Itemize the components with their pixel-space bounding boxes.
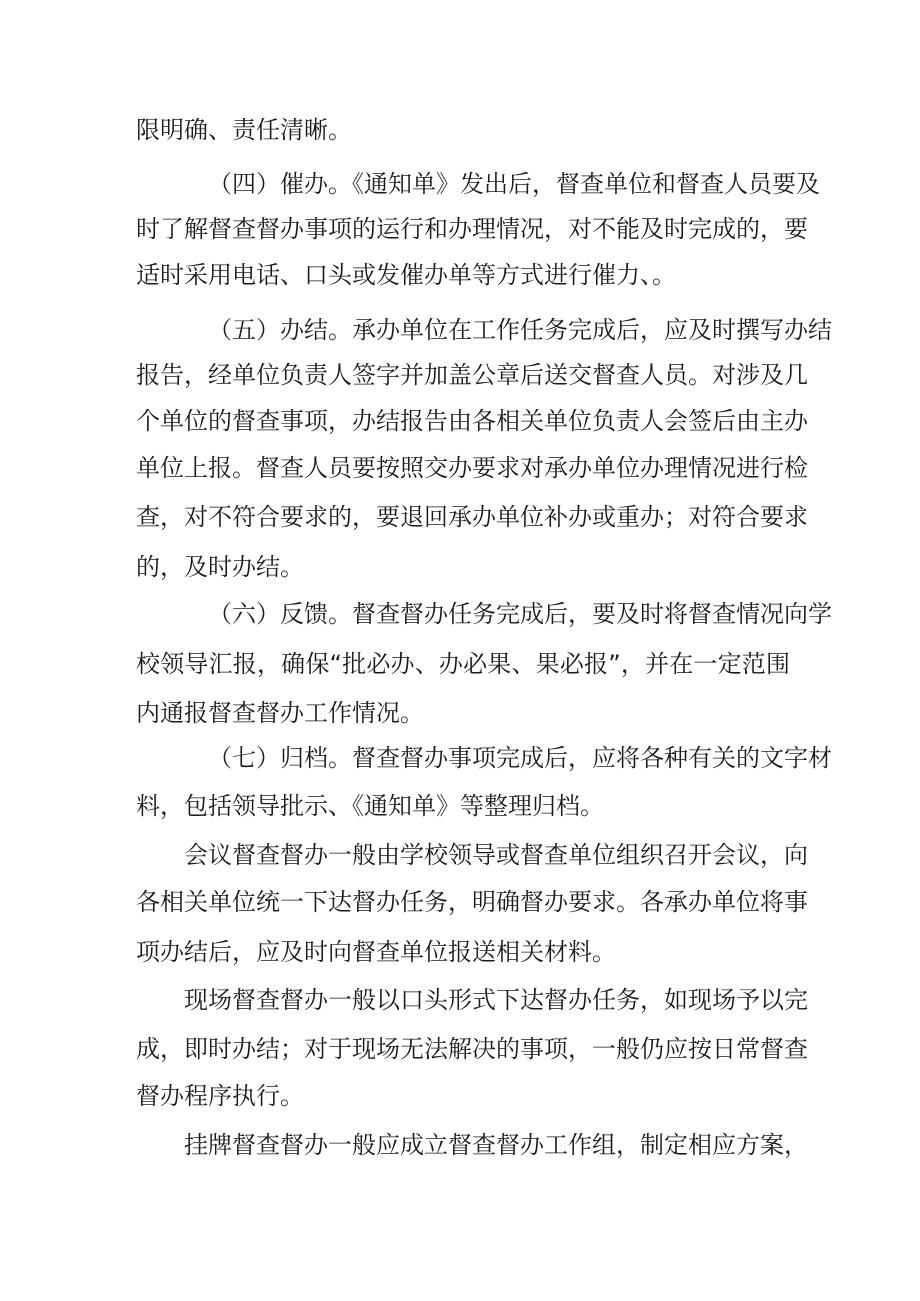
text-line: 的，及时办结。: [136, 553, 304, 581]
text-line: 料，包括领导批示、《通知单》等整理归档。: [136, 792, 604, 820]
text-line: 个单位的督查事项，办结报告由各相关单位负责人会签后由主办: [136, 407, 808, 435]
text-line: 内通报督查督办工作情况。: [136, 699, 424, 727]
text-line: 查，对不符合要求的，要退回承办单位补办或重办；对符合要求: [136, 503, 808, 531]
text-line: 适时采用电话、口头或发催办单等方式进行催力、。: [136, 261, 676, 289]
text-line: 成，即时办结；对于现场无法解决的事项，一般仍应按日常督查: [136, 1035, 808, 1063]
text-line: 校领导汇报，确保“批必办、办必果、果必报”，并在一定范围: [136, 650, 790, 678]
text-line: 单位上报。督查人员要按照交办要求对承办单位办理情况进行检: [136, 454, 808, 482]
text-line: （四）催办。《通知单》发出后，督查单位和督查人员要及: [208, 170, 820, 198]
text-line: （六）反馈。督查督办任务完成后，要及时将督查情况向学: [208, 600, 832, 628]
text-line: （五）办结。承办单位在工作任务完成后，应及时撰写办结: [208, 316, 832, 344]
text-line: 限明确、责任清晰。: [136, 116, 352, 144]
text-line: 各相关单位统一下达督办任务，明确督办要求。各承办单位将事: [136, 888, 808, 916]
text-line: 时了解督查督办事项的运行和办理情况，对不能及时完成的，要: [136, 215, 808, 243]
text-line: 督办程序执行。: [136, 1082, 304, 1110]
text-line: 挂牌督查督办一般应成立督查督办工作组，制定相应方案，: [184, 1131, 808, 1159]
text-line: 报告，经单位负责人签字并加盖公章后送交督查人员。对涉及几: [136, 361, 808, 389]
text-line: 现场督查督办一般以口头形式下达督办任务，如现场予以完: [184, 986, 808, 1014]
text-line: 会议督查督办一般由学校领导或督查单位组织召开会议，向: [184, 841, 808, 869]
text-line: （七）归档。督查督办事项完成后，应将各种有关的文字材: [208, 744, 832, 772]
text-line: 项办结后，应及时向督查单位报送相关材料。: [136, 938, 616, 966]
